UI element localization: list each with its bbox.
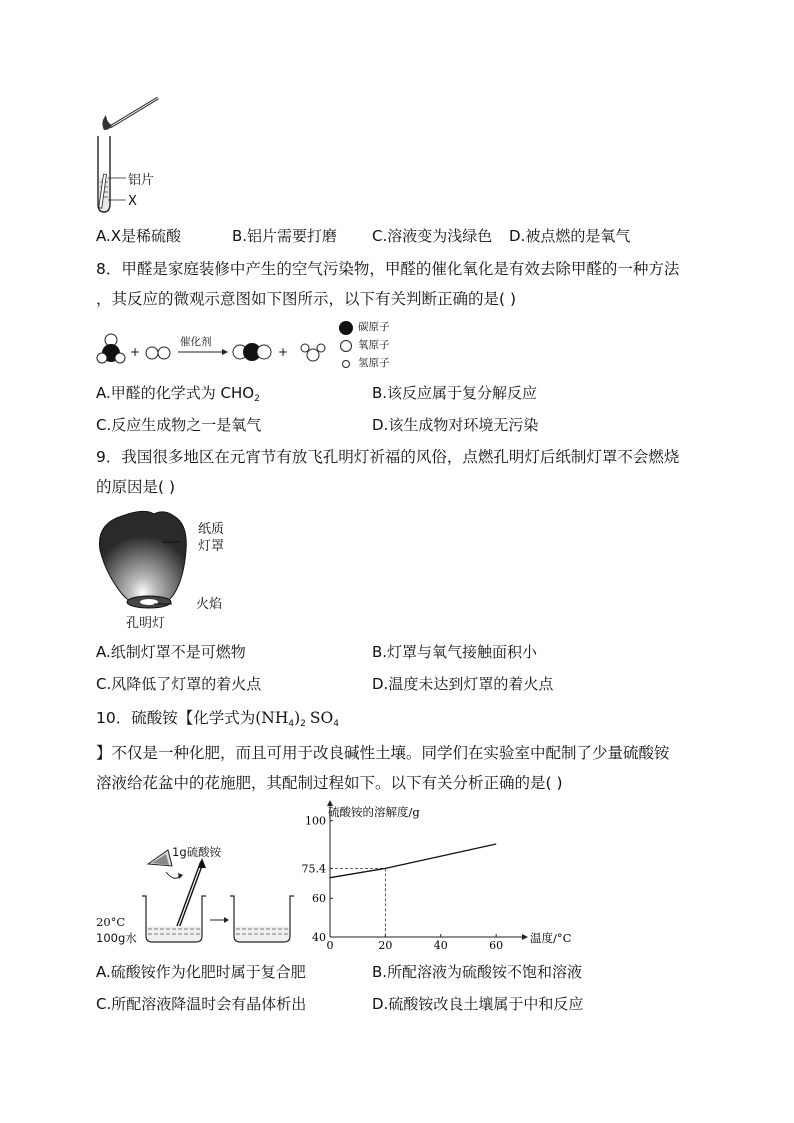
plus-sign-1: +: [130, 345, 141, 359]
q7-option-d: D.被点燃的是氧气: [509, 227, 631, 245]
label-paper-shade-1: 纸质: [198, 522, 225, 537]
x-tick-label: 40: [433, 939, 448, 952]
plus-sign-2: +: [278, 345, 289, 359]
q9-stem-line1: 9．我国很多地区在元宵节有放飞孔明灯祈福的风俗，点燃孔明灯后纸制灯罩不会燃烧: [96, 448, 680, 466]
q10-formula-so: SO: [309, 709, 334, 727]
x-tick-label: 20: [378, 939, 393, 952]
x-axis-arrow: [522, 934, 528, 940]
y-tick-label: 75.4: [301, 862, 326, 876]
legend-carbon: 碳原子: [358, 321, 390, 333]
q10-formula-nh: (NH: [255, 709, 289, 727]
q10-stem-line1: [96, 707, 339, 735]
q10-formula-4: 4: [288, 719, 295, 729]
solubility-curve: [330, 844, 496, 878]
q10-option-a: A.硫酸铵作为化肥时属于复合肥: [96, 963, 306, 981]
q9-option-b: B.灯罩与氧气接触面积小: [372, 643, 538, 661]
q7-option-a: A.X是稀硫酸: [96, 227, 182, 245]
q7-figure: [90, 92, 200, 217]
q8-option-a-text: A.甲醛的化学式为 CHO: [96, 384, 255, 402]
sky-lantern-illustration: [92, 508, 252, 634]
q8-stem-line1: 8．甲醛是家庭装修中产生的空气污染物，甲醛的催化氧化是有效去除甲醛的一种方法: [96, 260, 680, 278]
q8-stem-line2: ，其反应的微观示意图如下图所示，以下有关判断正确的是( ): [96, 290, 517, 308]
y-tick-label: 100: [305, 814, 326, 828]
y-tick-label: 60: [312, 892, 326, 906]
q10-formula-2: 2: [300, 719, 306, 729]
temperature-label: 20°C: [96, 915, 126, 929]
q8-option-c: C.反应生成物之一是氧气: [96, 416, 262, 434]
label-flame: 火焰: [196, 597, 223, 612]
q10-option-b: B.所配溶液为硫酸铵不饱和溶液: [372, 963, 583, 981]
y-axis-label: 硫酸铵的溶解度/g: [328, 805, 420, 819]
water-label: 100g水: [96, 931, 137, 945]
legend-oxygen: 氧原子: [358, 339, 390, 351]
q10-stem-prefix: 10．硫酸铵【化学式为: [96, 709, 256, 727]
q9-stem-line2: 的原因是( ): [96, 478, 176, 496]
q10-stem-line2: 】不仅是一种化肥，而且可用于改良碱性土壤。同学们在实验室中配制了少量硫酸铵: [96, 744, 670, 762]
q7-option-c: C.溶液变为浅绿色: [372, 227, 493, 245]
test-tube-illustration: [90, 92, 200, 217]
solubility-chart: [300, 796, 572, 952]
q9-option-d: D.温度未达到灯罩的着火点: [372, 675, 554, 693]
q10-option-d: D.硫酸铵改良土壤属于中和反应: [372, 995, 584, 1013]
q7-option-b: B.铝片需要打磨: [232, 227, 338, 245]
q10-dissolving-figure: [90, 836, 310, 948]
q8-option-a-sub: 2: [254, 394, 260, 404]
label-paper-shade-2: 灯罩: [198, 539, 225, 554]
label-x: X: [128, 194, 137, 209]
legend-hydrogen: 氢原子: [358, 357, 390, 369]
q9-option-c: C.风降低了灯罩的着火点: [96, 675, 262, 693]
x-tick-label: 0: [326, 939, 334, 952]
x-axis-label: 温度/°C: [530, 931, 572, 945]
q9-option-a: A.纸制灯罩不是可燃物: [96, 643, 246, 661]
lantern-caption: 孔明灯: [126, 616, 166, 631]
solubility-chart-svg: [300, 796, 572, 952]
q10-formula-so4: 4: [333, 719, 339, 729]
catalyst-label: 催化剂: [180, 336, 212, 348]
q8-reaction-diagram: [94, 318, 424, 374]
q10-option-c: C.所配溶液降温时会有晶体析出: [96, 995, 307, 1013]
q9-figure: [92, 508, 252, 634]
label-aluminium: 铝片: [128, 173, 155, 188]
q10-stem-line3: 溶液给花盆中的花施肥，其配制过程如下。以下有关分析正确的是( ): [96, 774, 563, 792]
solute-label: 1g硫酸铵: [172, 845, 222, 859]
x-tick-label: 60: [489, 939, 504, 952]
q8-option-d: D.该生成物对环境无污染: [372, 416, 539, 434]
q10-formula-close: ): [294, 709, 301, 727]
q8-option-a: [96, 382, 260, 410]
q8-option-b: B.该反应属于复分解反应: [372, 384, 538, 402]
y-tick-label: 40: [312, 931, 326, 944]
